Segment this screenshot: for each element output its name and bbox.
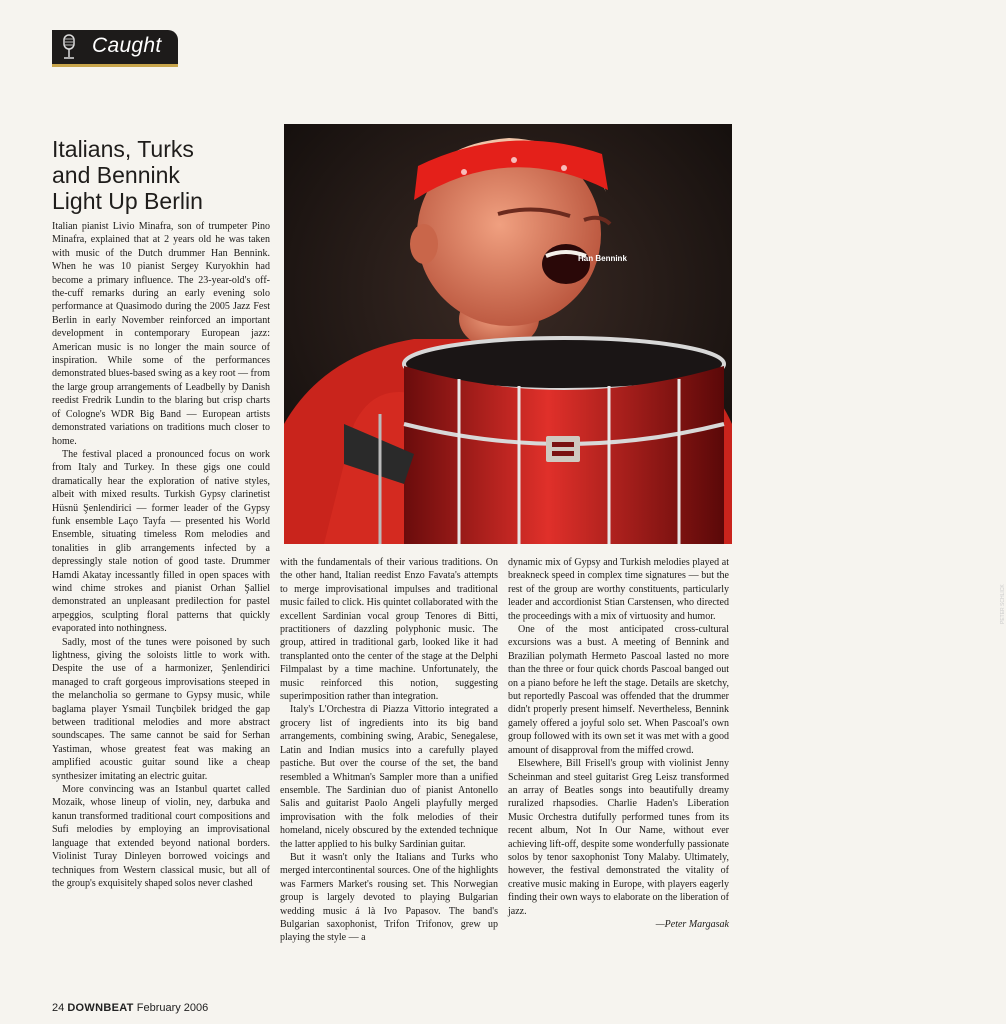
paragraph: Italy's L'Orchestra di Piazza Vittorio integrated a grocery list of ingredients into its big band arrangements, combining swing, Arabic, Senegalese, Latin and Indian musics into a carefully played pastiche. But over the course of the set, the band resembled a Whitman's Sampler more than a unified ensemble. The Sardinian duo of pianist Antonello Salis and guitarist Paolo Angeli playfully merged improvisation with the folk melodies of their homeland, nicely obscured by the extended technique the latter applied to his bulky Sardinian guitar. (280, 704, 498, 850)
photo-credit: PETER SCHLICK (1000, 584, 1006, 624)
signature-text: —Peter Margasak (655, 918, 729, 930)
paragraph: with the fundamentals of their various traditions. On the other hand, Italian reedist Enzo Favata's attempts to merge improvisational impulses and traditional music failed to click. His quintet collaborated with the excellent Sardinian vocal group Tenores di Bitti, practitioners of dazzling polyphonic music. The group, attired in traditional garb, looked like it had transplanted onto the center of the stage at the Delphi Filmpalast by a time machine. Unfortunately, the music reinforced this notion, suggesting superimposition rather than integration. (280, 557, 498, 703)
drummer-illustration (284, 124, 732, 544)
article-column-1 (52, 220, 270, 890)
photo-caption: Han Bennink (578, 254, 627, 263)
article-column-3 (508, 556, 729, 931)
paragraph: But it wasn't only the Italians and Turks who merged intercontinental sources. One of the highlights was Farmers Market's rousing set. This Norwegian group is largely devoted to playing Bulgarian wedding music á là Ivo Papasov. The band's Bulgarian saxophonist, Trifon Trifonov, grew up playing the style — a (280, 851, 498, 944)
article-column-2 (280, 556, 498, 945)
paragraph: More convincing was an Istanbul quartet called Mozaik, whose lineup of violin, ney, darbuka and kanun transformed traditional court compositions and Sufi melodies by employing an improvisational language that extended beyond national borders. Violinist Turay Dinleyen borrowed voicings and techniques from Western classical music, but all of the group's exquisitely shaped solos never clashed (52, 784, 270, 889)
paragraph: One of the most anticipated cross-cultural excursions was a bust. A meeting of Bennink and Brazilian polymath Hermeto Pascoal lasted no more than the three or four quick chords Pascoal banged out on a piano before he left the stage. Details are sketchy, but reportedly Pascoal was offended that the drummer didn't properly present himself. Nevertheless, Bennink gamely offered a joyful solo set. When Pascoal's own group followed with its own set it was met with a good amount of disapproval from the miffed crowd. (508, 624, 729, 756)
paragraph: Sadly, most of the tunes were poisoned by such lightness, giving the soloists little to work with. Despite the use of a harmonizer, Şenlendirici managed to craft gorgeous improvisations steeped in the melancholia so germane to Gypsy music, while baglama player Ysmail Tunçbilek bridged the gap between traditional melodies and more abstract soundscapes. The same cannot be said for Serhan Yastiman, whose greatest feat was making an amplified acoustic guitar sound like a cheap synthesizer imitating an electric guitar. (52, 636, 270, 782)
magazine-name: DOWNBEAT (67, 1002, 134, 1014)
microphone-icon (58, 34, 80, 60)
author-signature (508, 918, 729, 931)
paragraph: The festival placed a pronounced focus on work from Italy and Turkey. In these gigs one could dramatically hear the exploration of native styles, albeit with mixed results. Turkish Gypsy clarinetist Hüsnü Şenlendirici — former leader of the Gypsy funk ensemble Laço Tayfa — presented his World Ensemble, situating timeless Rom melodies and tonalities in glib arrangements infected by a depressingly stale notion of good taste. Drummer Hamdi Akatay incessantly filled in open spaces with wind chime strokes and pianist Orhan Şalliel demonstrated an unpleasant predilection for pastel arpeggios, sculpting floral patterns that quickly evaporated into nothingness. (52, 448, 270, 635)
paragraph: dynamic mix of Gypsy and Turkish melodies played at breakneck speed in complex time signatures — but the rest of the group are worthy constituents, particularly leader and accordionist Stian Carstensen, who directed the proceedings with a mix of virtuosity and humor. (508, 557, 729, 622)
section-label: Caught (92, 34, 162, 57)
headline-line: and Bennink (52, 162, 180, 188)
headline-line: Italians, Turks (52, 136, 194, 162)
paragraph: Elsewhere, Bill Frisell's group with violinist Jenny Scheinman and steel guitarist Greg Leisz transformed an array of Beatles songs into beautifully dreamy ruralized rhapsodies. Charlie Haden's Liberation Music Orchestra dutifully performed tunes from its recent album, Not In Our Name, without ever achieving lift-off, despite some wonderfully passionate solos by tenor saxophonist Tony Malaby. Ultimately, however, the festival demonstrated the vitality of creative music making in Europe, with players eagerly finding their own ways to elaborate on the liberation of jazz. (508, 758, 729, 917)
paragraph: Italian pianist Livio Minafra, son of trumpeter Pino Minafra, explained that at 2 years old he was taken with music of the Dutch drummer Han Bennink. When he was 10 pianist Sergey Kuryokhin had become a primary influence. The 23-year-old's off-the-cuff remarks during an early evening solo performance at Quasimodo during the 2005 Jazz Fest Berlin in early November reinforced an important development in contemporary European jazz: American music is no longer the main source of inspiration. While some of the performances demonstrated blues-based swing as a key root — from the large group arrangements of Leadbelly by Danish reedist Fredrik Lundin to the blaring but crisp charts of Cologne's WDR Big Band — European artists demonstrated variations on traditions much closer to home. (52, 221, 270, 447)
issue-date: February 2006 (136, 1002, 209, 1014)
page-footer (52, 1002, 208, 1014)
article-headline (52, 136, 274, 214)
headline-line: Light Up Berlin (52, 188, 203, 214)
page-number: 24 (52, 1002, 65, 1014)
section-header (52, 30, 178, 67)
